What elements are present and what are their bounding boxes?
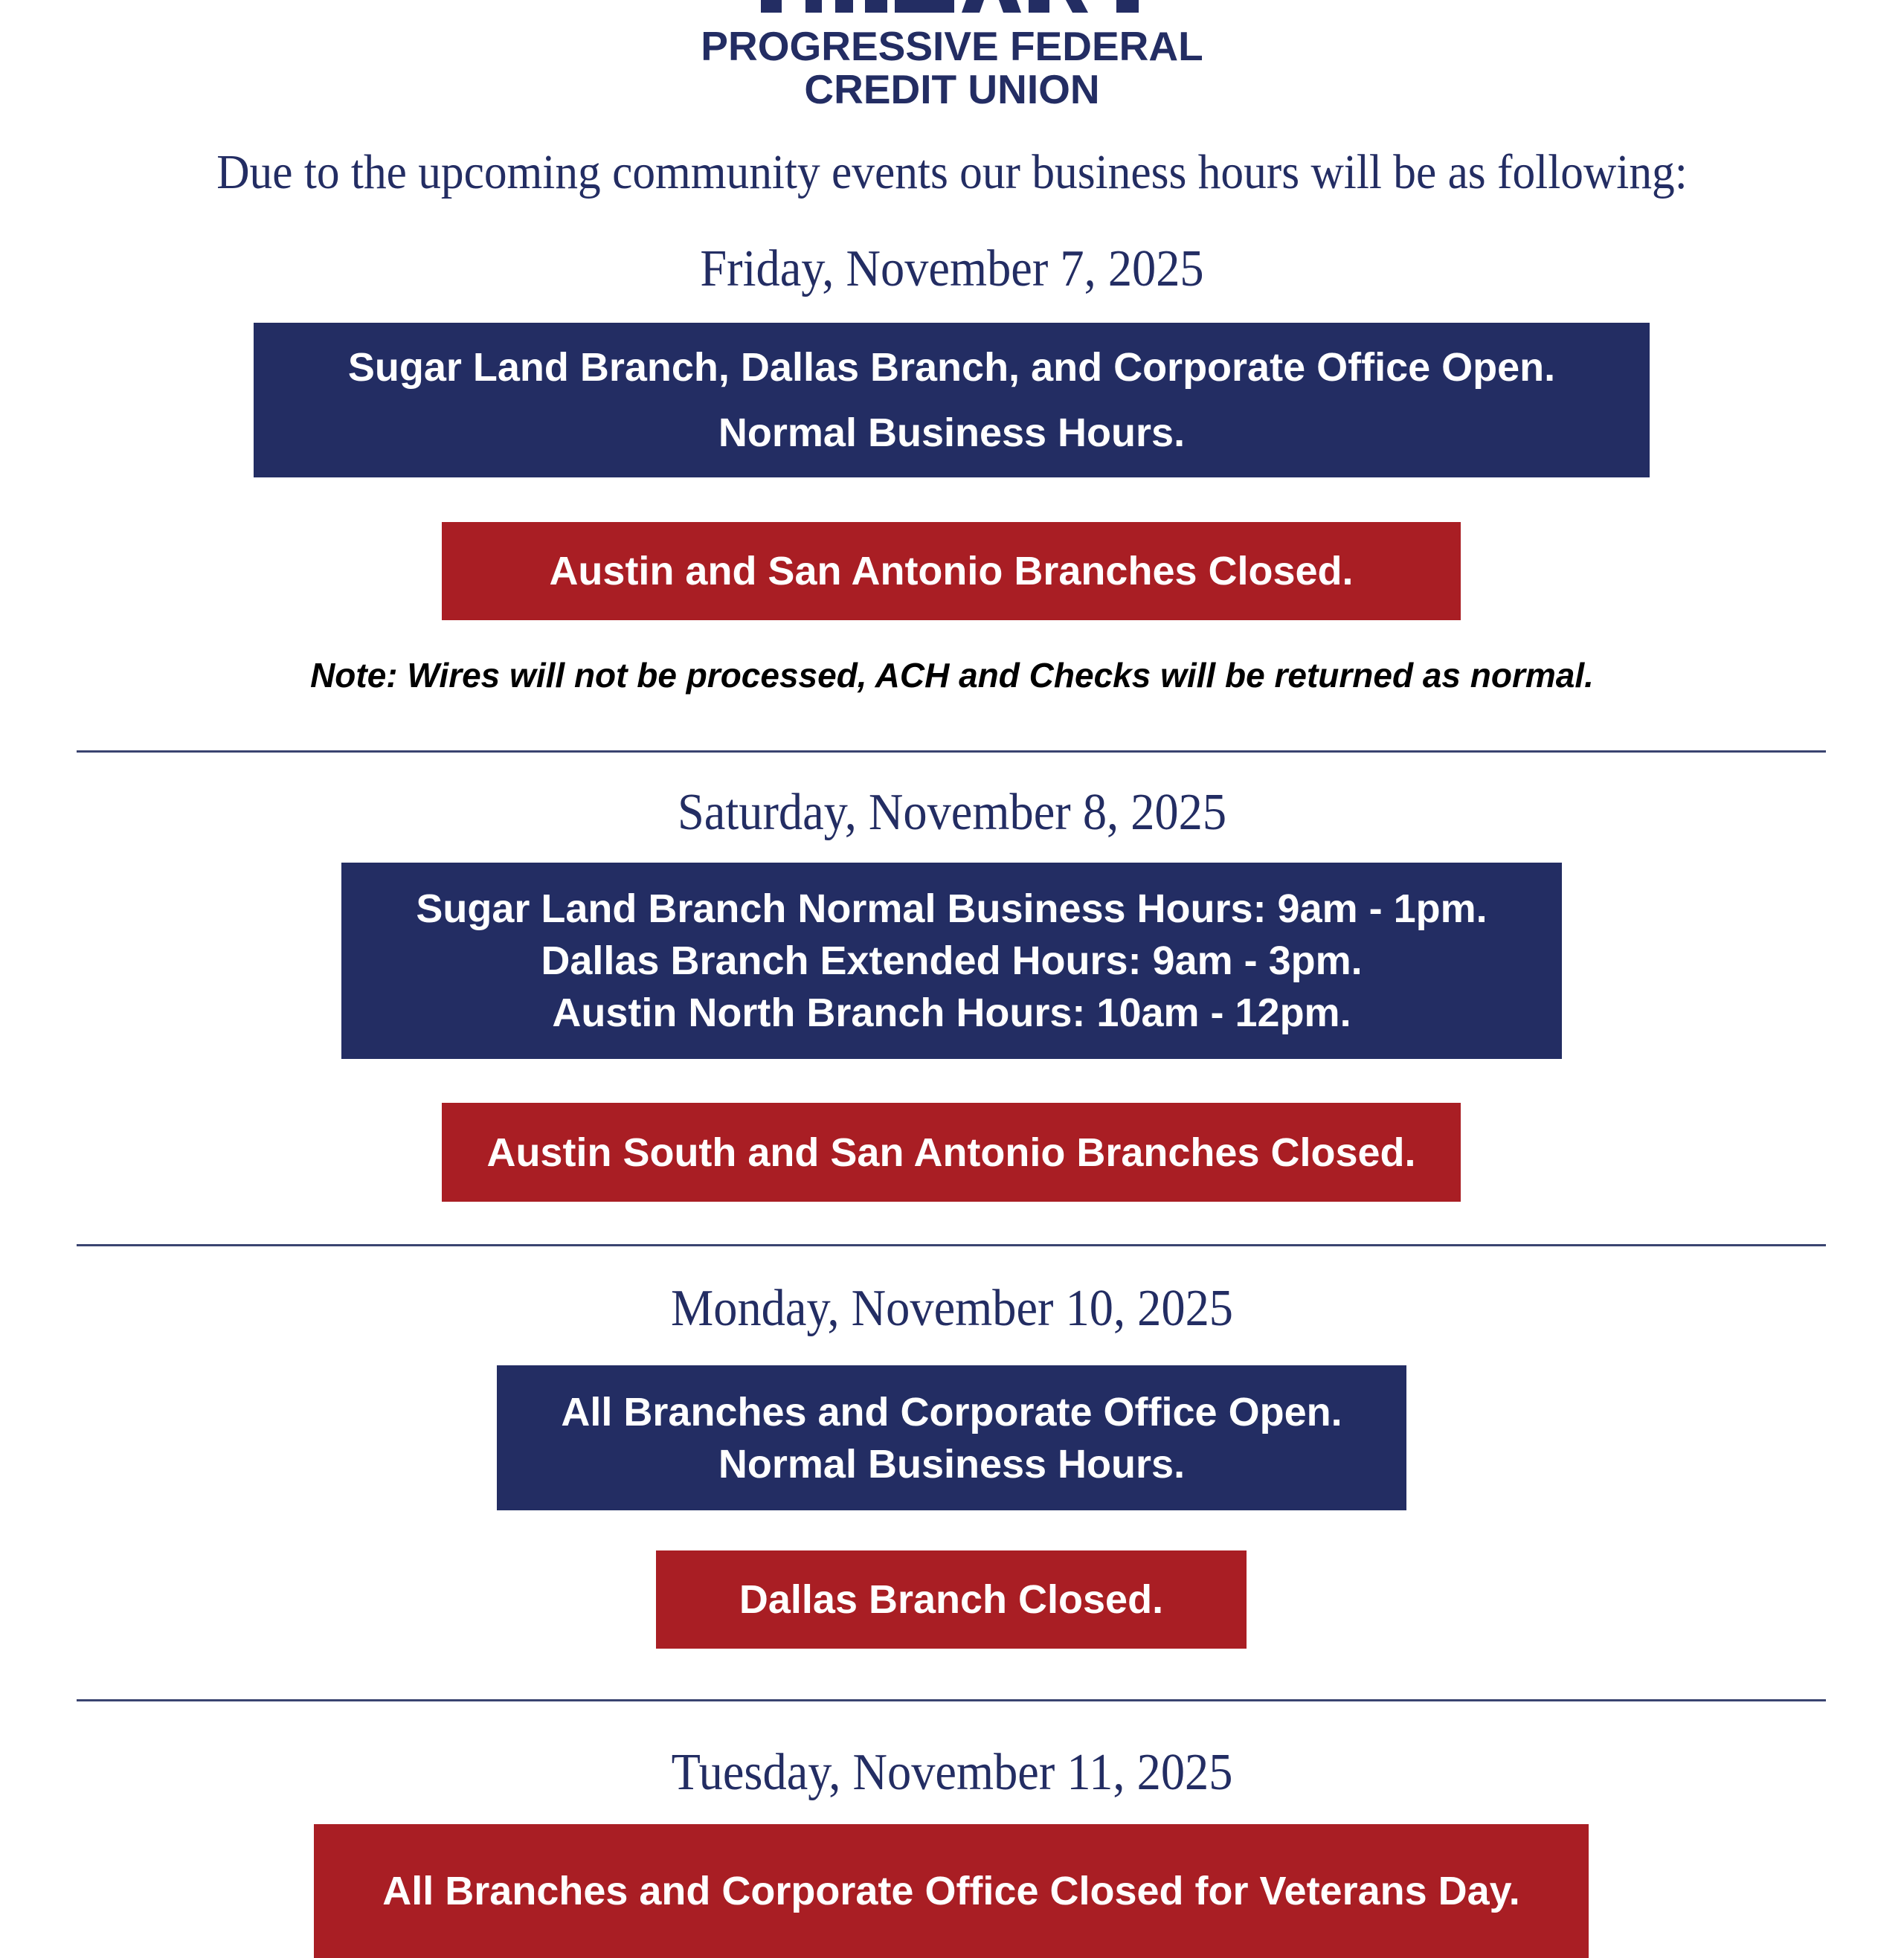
section-divider xyxy=(77,1244,1826,1246)
date-heading-monday: Monday, November 10, 2025 xyxy=(671,1280,1233,1337)
open-notice-friday xyxy=(254,323,1650,477)
open-notice-line: Normal Business Hours. xyxy=(718,1441,1186,1487)
closed-notice-tuesday xyxy=(314,1824,1589,1958)
date-heading-tuesday: Tuesday, November 11, 2025 xyxy=(671,1744,1233,1801)
date-heading-saturday: Saturday, November 8, 2025 xyxy=(677,784,1227,841)
open-notice-line: Sugar Land Branch, Dallas Branch, and Corporate Office Open. xyxy=(347,345,1556,390)
open-notice-monday xyxy=(497,1365,1406,1510)
intro-text: Due to the upcoming community events our business hours will be as following: xyxy=(216,145,1688,199)
closed-notice-line: Austin and San Antonio Branches Closed. xyxy=(549,549,1354,593)
open-notice-line: Dallas Branch Extended Hours: 9am - 3pm. xyxy=(541,938,1363,983)
open-notice-line: Austin North Branch Hours: 10am - 12pm. xyxy=(552,991,1351,1035)
closed-notice-monday xyxy=(656,1550,1247,1649)
logo-mark-cropped xyxy=(761,0,1197,13)
date-heading-friday: Friday, November 7, 2025 xyxy=(700,240,1204,297)
closed-notice-line: Austin South and San Antonio Branches Closed. xyxy=(486,1130,1416,1175)
open-notice-line: Normal Business Hours. xyxy=(718,410,1186,455)
closed-notice-saturday xyxy=(442,1103,1461,1202)
open-notice-saturday xyxy=(341,863,1562,1059)
closed-notice-line: Dallas Branch Closed. xyxy=(739,1577,1164,1622)
closed-notice-line: All Branches and Corporate Office Closed for Veterans Day. xyxy=(382,1869,1520,1913)
section-divider xyxy=(77,1699,1826,1701)
section-divider xyxy=(77,750,1826,753)
wire-note: Note: Wires will not be processed, ACH and Checks will be returned as normal. xyxy=(310,656,1594,695)
open-notice-line: Sugar Land Branch Normal Business Hours: 9am - 1pm. xyxy=(416,886,1488,931)
closed-notice-friday xyxy=(442,522,1461,620)
open-notice-line: All Branches and Corporate Office Open. xyxy=(561,1389,1342,1434)
brand-name-line2: CREDIT UNION xyxy=(804,66,1100,112)
brand-name-line1: PROGRESSIVE FEDERAL xyxy=(701,23,1203,69)
